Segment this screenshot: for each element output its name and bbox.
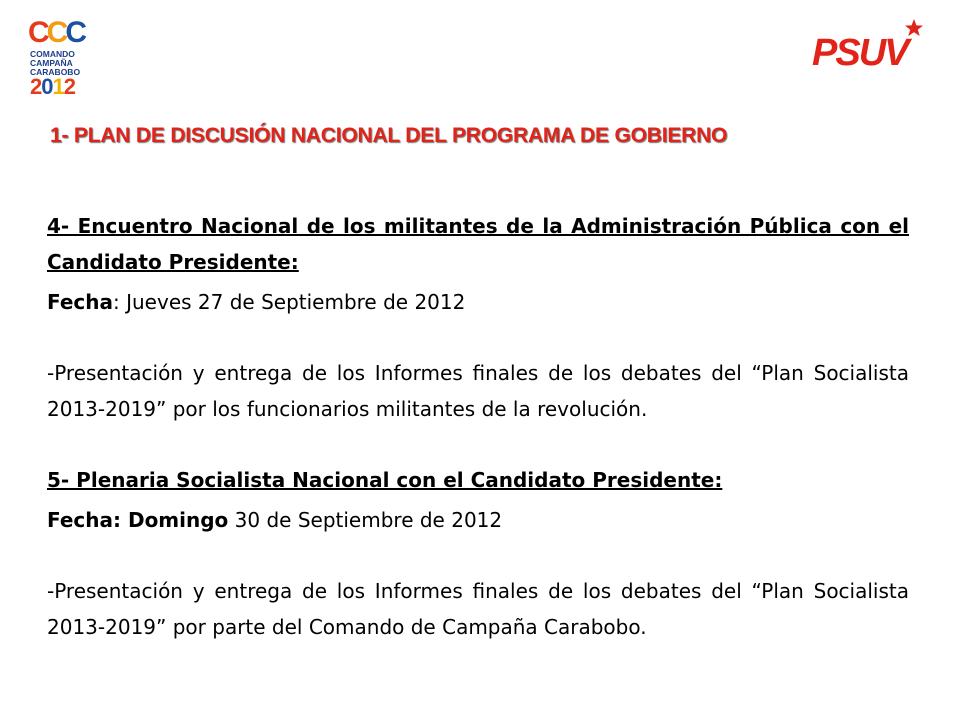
- logo-line-comando: COMANDO: [30, 49, 75, 59]
- page-title: 1- PLAN DE DISCUSIÓN NACIONAL DEL PROGRAMA DE GOBIERNO: [50, 124, 728, 147]
- item5-heading: [47, 462, 909, 498]
- item4-description: -Presentación y entrega de los Informes finales de los debates del “Plan Socialista 2013-2019” por los funcionarios militantes de la revolución.: [47, 361, 909, 421]
- item5-date-value: 30 de Septiembre de 2012: [228, 508, 503, 532]
- star-icon: [904, 18, 924, 38]
- item5-description: -Presentación y entrega de los Informes finales de los debates del “Plan Socialista 2013-2019” por parte del Comando de Campaña Carabobo.: [47, 579, 909, 639]
- item5-date-label: Fecha: Domingo: [47, 508, 229, 532]
- ccc-logo-mark: CCC: [28, 16, 85, 49]
- psuv-logo-text: PSUV: [812, 32, 908, 74]
- item5-date: [47, 502, 909, 538]
- item5-heading-text: 5- Plenaria Socialista Nacional con el Candidato Presidente:: [47, 468, 723, 492]
- main-content: [47, 208, 909, 645]
- logo-line-campana: CAMPAÑA: [30, 58, 73, 68]
- psuv-logo: [812, 18, 930, 78]
- item4-date-value: : Jueves 27 de Septiembre de 2012: [113, 290, 466, 314]
- item4-date: [47, 284, 909, 320]
- item4-heading-text: 4- Encuentro Nacional de los militantes de la Administración Pública con el Candidato Presidente:: [47, 214, 909, 274]
- comando-campana-logo: [28, 18, 108, 100]
- logo-year: 2012: [30, 74, 75, 99]
- logo-line-carabobo: CARABOBO: [30, 67, 81, 77]
- item4-heading: [47, 208, 909, 280]
- item4-date-label: Fecha: [47, 290, 114, 314]
